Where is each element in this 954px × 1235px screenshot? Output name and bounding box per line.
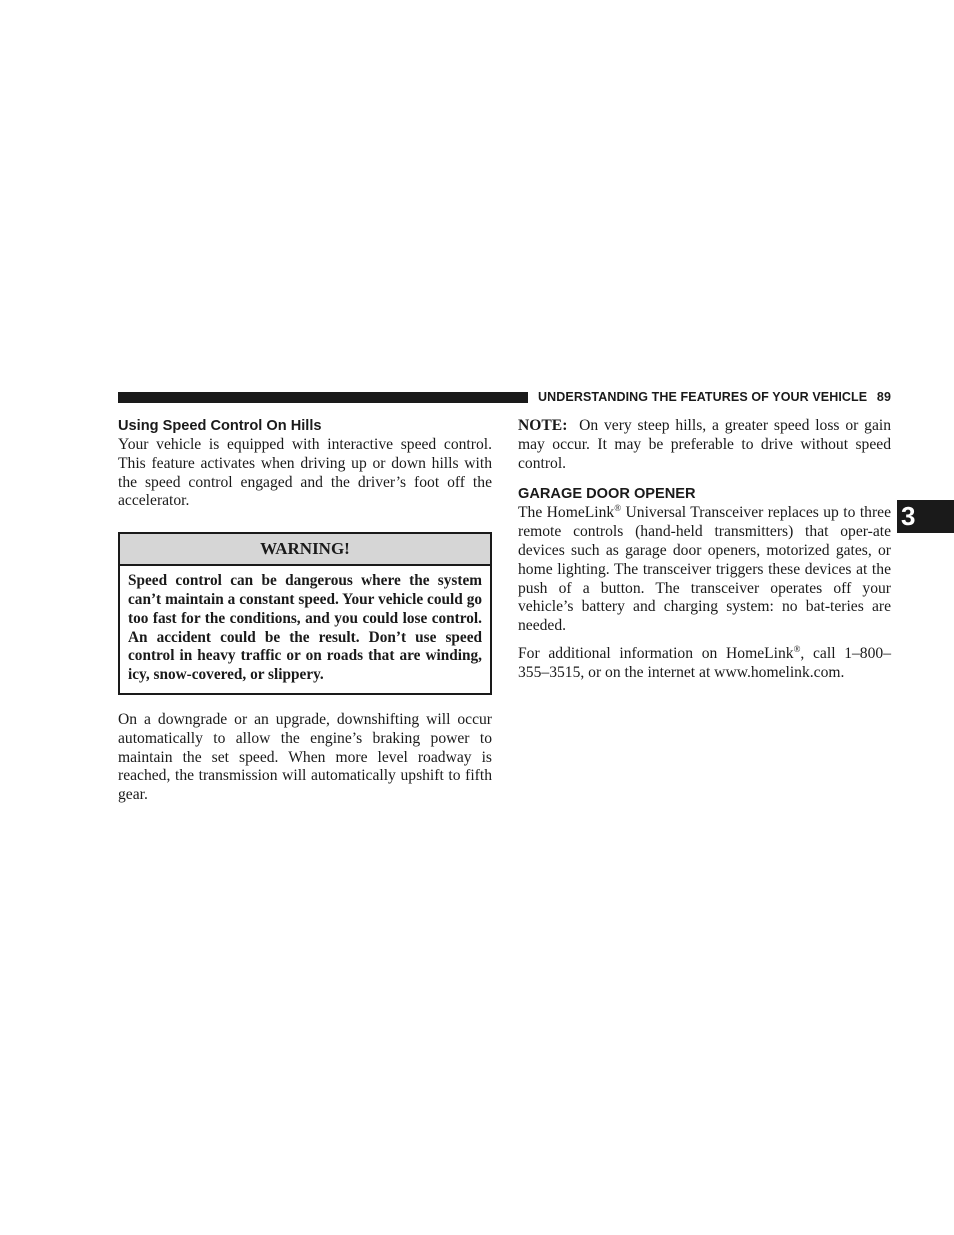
downshift-paragraph: On a downgrade or an upgrade, downshifting will occur automatically to allow the engine’s braking power to maintain the set speed. When more level roadway is reached, the transmission will automatically upshift to fifth gear. bbox=[118, 710, 492, 804]
header-section-title: UNDERSTANDING THE FEATURES OF YOUR VEHICLE bbox=[538, 390, 868, 404]
registered-mark: ® bbox=[614, 503, 622, 514]
left-column bbox=[118, 417, 492, 805]
speed-control-hills-heading: Using Speed Control On Hills bbox=[118, 418, 322, 434]
note-paragraph bbox=[518, 417, 891, 473]
speed-control-hills-paragraph: Your vehicle is equipped with interactive speed control. This feature activates when driving up or down hills with the speed control engaged and the driver’s foot off the accelerator. bbox=[118, 436, 492, 510]
contact-text-start: For additional information on HomeLink bbox=[518, 644, 794, 662]
header-rule bbox=[118, 392, 528, 403]
right-column bbox=[518, 417, 891, 683]
chapter-tab: 3 bbox=[897, 500, 954, 533]
note-label: NOTE: bbox=[518, 417, 568, 434]
registered-mark-2: ® bbox=[793, 643, 801, 654]
homelink-contact-paragraph bbox=[518, 645, 891, 683]
contact-text-rest: , call 1–800–355–3515, or on the internet at www.homelink.com. bbox=[518, 644, 891, 681]
page-number: 89 bbox=[876, 390, 891, 404]
homelink-text-rest: Universal Transceiver replaces up to three remote controls (hand-held transmitters) that oper-ate devices such as garage door openers, motorized gates, or home lighting. The transceiver triggers these devices at the push of a button. The transceiver operates off your vehicle’s battery and charging system: no bat-teries are needed. bbox=[518, 504, 891, 635]
note-text: On very steep hills, a greater speed loss or gain may occur. It may be preferable to drive without speed control. bbox=[518, 417, 892, 472]
running-header bbox=[538, 390, 891, 404]
homelink-paragraph bbox=[518, 504, 891, 636]
warning-text: Speed control can be dangerous where the system can’t maintain a constant speed. Your vehicle could go too fast for the conditions, and you could lose control. An accident could be the result. Don’t use speed control in heavy traffic or on roads that are winding, icy, snow-covered, or slippery. bbox=[128, 572, 482, 684]
homelink-text-start: The HomeLink bbox=[518, 504, 615, 522]
warning-title: WARNING! bbox=[120, 534, 490, 566]
warning-box bbox=[118, 532, 492, 695]
garage-door-opener-heading: GARAGE DOOR OPENER bbox=[518, 486, 696, 503]
